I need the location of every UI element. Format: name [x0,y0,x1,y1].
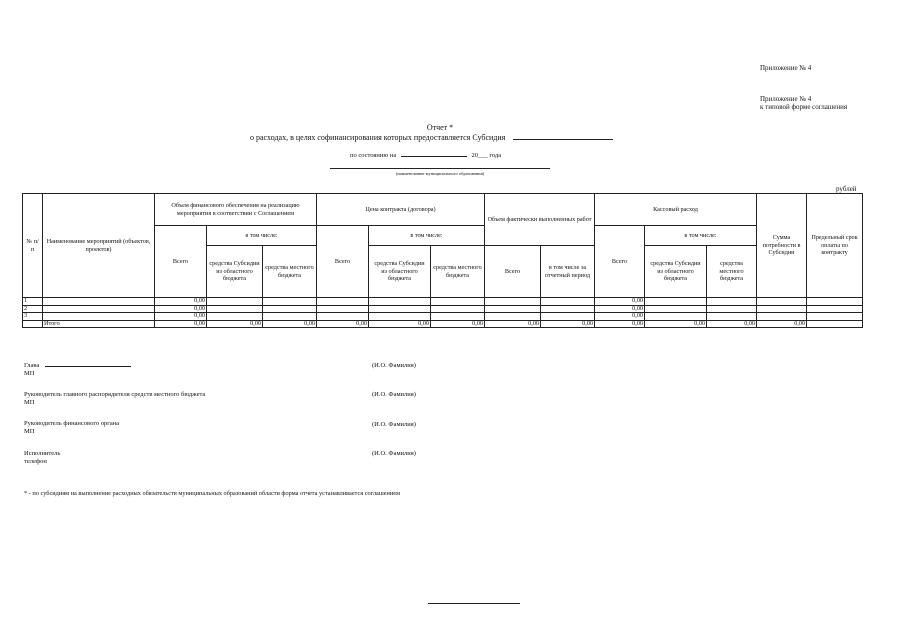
report-subtitle [250,133,613,142]
sig-executor-phone: телефон [24,458,47,465]
row-num: 1 [23,298,43,306]
cell[interactable] [707,305,757,313]
cell[interactable] [541,313,595,321]
total-label: Итого [43,320,155,328]
cell[interactable] [485,313,541,321]
cell[interactable] [207,313,263,321]
grp-cash: Кассовый расход [595,194,757,226]
cell[interactable] [541,305,595,313]
finance-local: средства местного бюджета [263,246,317,298]
cash-total-head: Всего [595,226,645,298]
report-table [22,193,863,328]
cell[interactable] [207,298,263,306]
cell[interactable] [263,313,317,321]
cell[interactable] [431,305,485,313]
sig-executor-label: Исполнитель [24,450,61,457]
cell[interactable] [757,305,807,313]
contract-local: средства местного бюджета [431,246,485,298]
date-line [350,152,501,159]
cell[interactable] [541,298,595,306]
cell[interactable] [485,298,541,306]
total-v12: 0,00 [757,320,807,328]
grp-finance: Объем финансового обеспечения на реализацию мероприятия в соответствии с Соглашением [155,194,317,226]
sig-head [24,362,131,378]
date-year: 20___ года [471,152,502,159]
subsidy-blank[interactable] [513,139,613,140]
col-need: Сумма потребности в Субсидии [757,194,807,298]
municipality-caption: (наименование муниципального образования) [395,171,485,176]
row-num: 2 [23,305,43,313]
row-name-cell[interactable] [43,313,155,321]
total-v5: 0,00 [369,320,431,328]
table-row [23,298,863,306]
table-row [23,313,863,321]
attachment-sub1: Приложение № 4 [760,95,812,103]
cash-local: средства местного бюджета [707,246,757,298]
cell[interactable] [645,298,707,306]
row-finance-total: 0,00 [155,298,207,306]
municipality-line[interactable] [330,168,550,169]
footnote: * - по субсидиям на выполнение расходных обязательств муниципальных образований области форма отчета устанавливается соглашением [24,490,401,497]
col-name: Наименование мероприятий (объектов, проектов) [43,194,155,298]
bottom-divider [428,603,520,604]
sig-executor-name: (И.О. Фамилия) [372,450,416,457]
finance-total-head: Всего [155,226,207,298]
col-num: № п/п [23,194,43,298]
total-v9: 0,00 [595,320,645,328]
total-v6: 0,00 [431,320,485,328]
cell[interactable] [317,298,369,306]
sig-head-label: Глава [24,362,40,369]
total-v3: 0,00 [263,320,317,328]
cell[interactable] [807,298,863,306]
unit-label: рублей [836,185,857,193]
cell[interactable] [317,313,369,321]
actual-period: в том числе за отчетный период [541,246,595,298]
row-cash-total: 0,00 [595,313,645,321]
cell[interactable] [317,305,369,313]
sig-head-mp: МП [24,370,35,377]
cell[interactable] [263,298,317,306]
total-v7: 0,00 [485,320,541,328]
sig-manager-mp: МП [24,399,35,406]
row-finance-total: 0,00 [155,305,207,313]
finance-regional: средства Субсидии из областного бюджета [207,246,263,298]
sig-head-name: (И.О. Фамилия) [372,362,416,369]
table-row [23,305,863,313]
cell[interactable] [757,313,807,321]
total-v8: 0,00 [541,320,595,328]
contract-incl: в том числе: [369,226,485,246]
finance-incl: в том числе: [207,226,317,246]
total-v2: 0,00 [207,320,263,328]
cell[interactable] [757,298,807,306]
cell[interactable] [369,313,431,321]
sig-head-line[interactable] [45,366,131,367]
cell[interactable] [431,313,485,321]
row-finance-total: 0,00 [155,313,207,321]
cell[interactable] [485,305,541,313]
row-name-cell[interactable] [43,305,155,313]
contract-regional: средства Субсидии из областного бюджета [369,246,431,298]
sig-manager [24,391,205,407]
total-v4: 0,00 [317,320,369,328]
cell[interactable] [645,305,707,313]
contract-total-head: Всего [317,226,369,298]
report-subtitle-text: о расходах, в целях софинансирования которых предоставляется Субсидия [250,133,506,142]
grp-actual: Объем фактически выполненных работ [485,194,595,246]
row-name-cell[interactable] [43,298,155,306]
cell[interactable] [263,305,317,313]
sig-finance-label: Руководитель финансового органа [24,420,120,427]
attachment-title: Приложение № 4 [760,64,812,72]
sig-finance-name: (И.О. Фамилия) [372,421,416,428]
grp-contract: Цена контракта (договора) [317,194,485,226]
total-v10: 0,00 [645,320,707,328]
sig-executor [24,450,60,466]
date-blank[interactable] [401,156,467,157]
cash-incl: в том числе: [645,226,757,246]
date-prefix: по состоянию на [350,152,397,159]
row-cash-total: 0,00 [595,305,645,313]
row-num: 3 [23,313,43,321]
sig-manager-name: (И.О. Фамилия) [372,391,416,398]
cash-regional: средства Субсидии из областного бюджета [645,246,707,298]
actual-total-head: Всего [485,246,541,298]
cell [23,320,43,328]
cell[interactable] [645,313,707,321]
cell[interactable] [369,298,431,306]
col-deadline: Предельный срок оплаты по контракту [807,194,863,298]
cell[interactable] [207,305,263,313]
sig-finance [24,420,119,436]
cell[interactable] [807,305,863,313]
cell[interactable] [431,298,485,306]
sig-manager-label: Руководитель главного распорядителя средств местного бюджета [24,391,206,398]
cell [807,320,863,328]
row-cash-total: 0,00 [595,298,645,306]
cell[interactable] [707,313,757,321]
total-v11: 0,00 [707,320,757,328]
total-v1: 0,00 [155,320,207,328]
cell[interactable] [369,305,431,313]
cell[interactable] [807,313,863,321]
sig-finance-mp: МП [24,428,35,435]
cell[interactable] [707,298,757,306]
attachment-sub2: к типовой форме соглашения [760,103,848,111]
total-row [23,320,863,328]
report-title: Отчет * [426,123,454,132]
